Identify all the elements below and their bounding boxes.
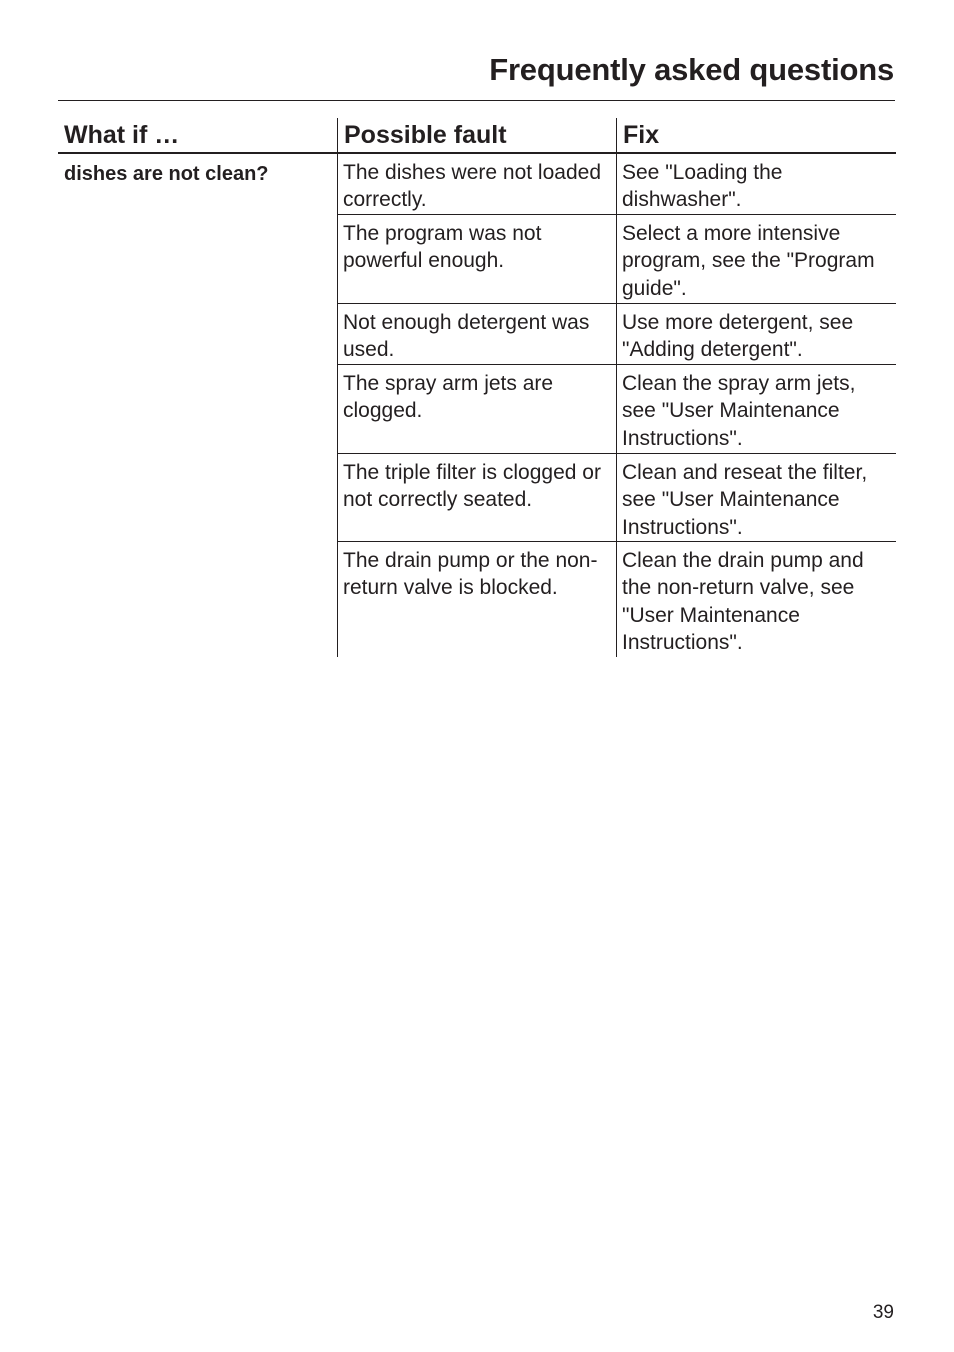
header-possible-fault: Possible fault bbox=[337, 118, 616, 152]
fault-cell: Not enough detergent was used. bbox=[337, 304, 616, 364]
fix-cell: Clean the spray arm jets, see "User Maintenance Instructions". bbox=[616, 365, 896, 453]
fix-cell: See "Loading the dishwasher". bbox=[616, 154, 896, 214]
table-row bbox=[337, 542, 896, 657]
fault-cell: The triple filter is clogged or not correctly seated. bbox=[337, 454, 616, 541]
fault-cell: The dishes were not loaded correctly. bbox=[337, 154, 616, 214]
header-fix: Fix bbox=[616, 118, 896, 152]
table-row bbox=[337, 454, 896, 542]
table-row bbox=[337, 304, 896, 365]
fault-cell: The spray arm jets are clogged. bbox=[337, 365, 616, 453]
fix-cell: Clean and reseat the filter, see "User Maintenance Instructions". bbox=[616, 454, 896, 541]
page-title: Frequently asked questions bbox=[489, 52, 894, 87]
question-cell: dishes are not clean? bbox=[64, 163, 269, 185]
title-divider bbox=[58, 100, 895, 101]
fault-fix-rows bbox=[337, 154, 896, 657]
table-header-row bbox=[58, 118, 896, 154]
fix-cell: Select a more intensive program, see the "Program guide". bbox=[616, 215, 896, 303]
fix-cell: Clean the drain pump and the non-return valve, see "User Maintenance Instructions". bbox=[616, 542, 896, 657]
table-row bbox=[337, 154, 896, 215]
page-number: 39 bbox=[872, 1302, 894, 1323]
faq-table bbox=[58, 118, 896, 657]
table-body bbox=[58, 154, 896, 657]
table-row bbox=[337, 215, 896, 304]
header-what-if: What if … bbox=[64, 121, 180, 149]
fault-cell: The drain pump or the non-return valve is blocked. bbox=[337, 542, 616, 657]
table-row bbox=[337, 365, 896, 454]
fix-cell: Use more detergent, see "Adding detergent". bbox=[616, 304, 896, 364]
fault-cell: The program was not powerful enough. bbox=[337, 215, 616, 303]
